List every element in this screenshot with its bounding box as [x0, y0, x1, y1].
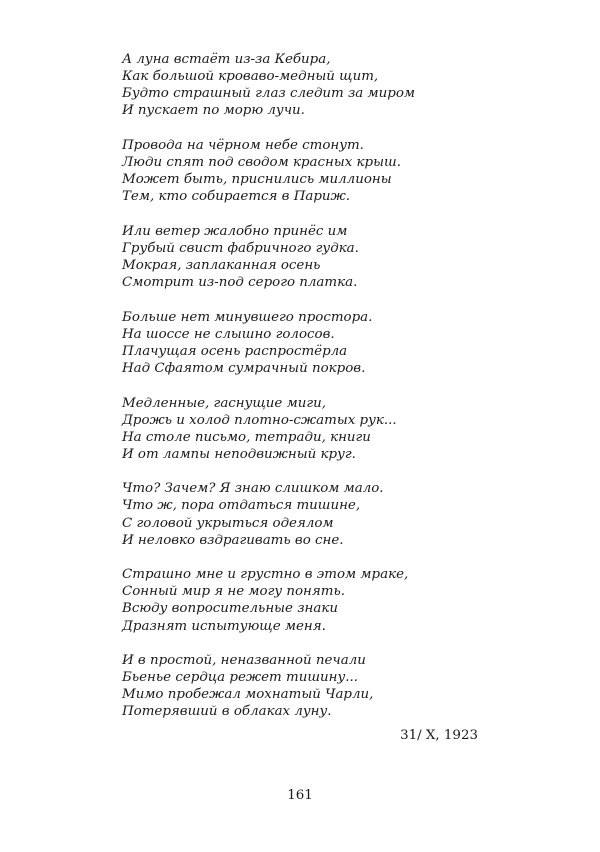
poem-date: 31/ X, 1923: [400, 728, 478, 743]
poem-line: Плачущая осень распростёрла: [122, 343, 348, 359]
stanza-5: [122, 395, 542, 463]
poem-line: Медленные, гаснущие миги,: [122, 395, 326, 411]
poem-line: Что ж, пора отдаться тишине,: [122, 498, 361, 514]
poem-line: И в простой, неназванной печали: [122, 653, 366, 669]
poem-line: Может быть, приснились миллионы: [122, 172, 392, 188]
poem-line: Будто страшный глаз следит за миром: [122, 86, 416, 102]
stanza-6: [122, 480, 542, 548]
poem-line: Мимо пробежал мохнатый Чарли,: [122, 687, 374, 703]
poem-line: Бьенье сердца режет тишину...: [122, 670, 358, 686]
stanza-3: [122, 223, 542, 291]
poem-line: Страшно мне и грустно в этом мраке,: [122, 567, 409, 583]
poem-line: Мокрая, заплаканная осень: [122, 257, 321, 273]
poem-line: Смотрит из-под серого платка.: [122, 275, 358, 291]
poem-line: Грубый свист фабричного гудка.: [122, 240, 359, 256]
poem: [122, 51, 542, 738]
poem-line: Всюду вопросительные знаки: [122, 601, 338, 617]
poem-line: И от лампы неподвижный круг.: [122, 446, 356, 462]
poem-line: Люди спят под сводом красных крыш.: [122, 154, 401, 170]
stanza-1: [122, 51, 542, 119]
stanza-4: [122, 309, 542, 377]
poem-line: Сонный мир я не могу понять.: [122, 584, 345, 600]
poem-line: С головой укрыться одеялом: [122, 515, 334, 531]
page-number: 161: [287, 788, 313, 803]
poem-line: Провода на чёрном небе стонут.: [122, 137, 364, 153]
poem-line: На шоссе не слышно голосов.: [122, 326, 335, 342]
poem-line: Дрожь и холод плотно-сжатых рук...: [122, 412, 397, 428]
poem-line: И неловко вздрагивать во сне.: [122, 532, 344, 548]
poem-line: Как большой кроваво-медный щит,: [122, 69, 379, 85]
poem-line: На столе письмо, тетради, книги: [122, 429, 371, 445]
poem-line: Потерявший в облаках луну.: [122, 704, 332, 720]
poem-line: Тем, кто собирается в Париж.: [122, 189, 351, 205]
stanza-2: [122, 137, 542, 205]
poem-line: Или ветер жалобно принёс им: [122, 223, 348, 239]
poem-line: Больше нет минувшего простора.: [122, 309, 373, 325]
stanza-7: [122, 566, 542, 634]
poem-line: Дразнят испытующе меня.: [122, 618, 326, 634]
poem-line: И пускает по морю лучи.: [122, 103, 305, 119]
poem-line: Что? Зачем? Я знаю слишком мало.: [122, 481, 384, 497]
poem-line: А луна встаёт из-за Кебира,: [122, 52, 331, 67]
poem-line: Над Сфаятом сумрачный покров.: [122, 360, 366, 376]
stanza-8: [122, 652, 542, 720]
